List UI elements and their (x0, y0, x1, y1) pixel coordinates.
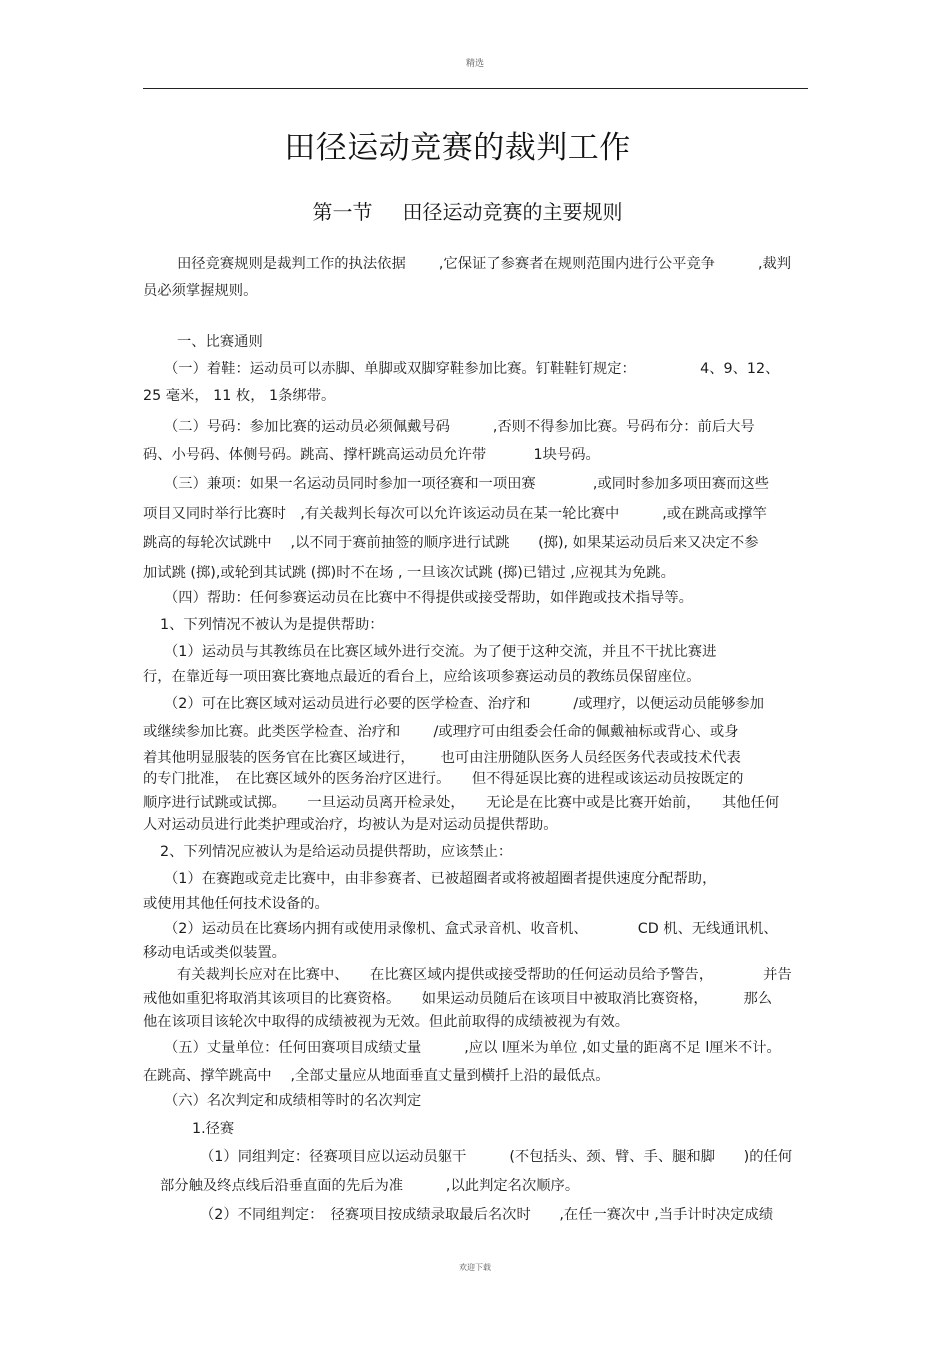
paragraph-line: 员必须掌握规则。 (143, 283, 258, 299)
paragraph-line: 部分触及终点线后沿垂直面的先后为准 ,以此判定名次顺序。 (160, 1178, 580, 1194)
paragraph-line: （三）兼项：如果一名运动员同时参加一项径赛和一项田赛 ,或同时参加多项田赛而这些 (164, 476, 770, 492)
paragraph-line: 码、小号码、体侧号码。跳高、撑杆跳高运动员允许带 1块号码。 (143, 447, 600, 463)
header-divider (143, 88, 808, 89)
paragraph-line: 或使用其他任何技术设备的。 (143, 896, 329, 912)
document-title: 田径运动竞赛的裁判工作 (284, 130, 631, 166)
paragraph-line: 在跳高、撑竿跳高中 ,全部丈量应从地面垂直丈量到横扦上沿的最低点。 (143, 1068, 610, 1084)
paragraph-line: 一、比赛通则 (177, 334, 263, 350)
paragraph-line: 人对运动员进行此类护理或治疗，均被认为是对运动员提供帮助。 (143, 817, 558, 833)
paragraph-line: 顺序进行试跳或试掷。 一旦运动员离开检录处， 无论是在比赛中或是比赛开始前， 其他任何 (143, 795, 780, 811)
paragraph-line: （四）帮助：任何参赛运动员在比赛中不得提供或接受帮助，如伴跑或技术指导等。 (164, 590, 693, 606)
paragraph-line: 2、下列情况应被认为是给运动员提供帮助，应该禁止： (160, 844, 513, 860)
paragraph-line: 田径竞赛规则是裁判工作的执法依据 ,它保证了参赛者在规则范围内进行公平竞争 ,裁判 (177, 256, 792, 272)
paragraph-line: 的专门批准， 在比赛区域外的医务治疗区进行。 但不得延误比赛的进程或该运动员按既定的 (143, 771, 744, 787)
section-heading (0, 196, 935, 225)
paragraph-line: （一）着鞋：运动员可以赤脚、单脚或双脚穿鞋参加比赛。钉鞋鞋钉规定： 4、9、12、 (164, 361, 780, 377)
page-header-mark: 精选 (465, 59, 484, 69)
paragraph-line: （2）可在比赛区域对运动员进行必要的医学检查、治疗和 /或理疗，以便运动员能够参加 (164, 696, 765, 712)
paragraph-line: （六）名次判定和成绩相等时的名次判定 (164, 1093, 422, 1109)
paragraph-line: （1）在赛跑或竞走比赛中，由非参赛者、已被超圈者或将被超圈者提供速度分配帮助， (164, 871, 717, 887)
paragraph-line: 有关裁判长应对在比赛中、 在比赛区域内提供或接受帮助的任何运动员给予警告， 并告 (177, 967, 792, 983)
paragraph-line: 戒他如重犯将取消其该项目的比赛资格。 如果运动员随后在该项目中被取消比赛资格， 那么 (143, 991, 773, 1007)
paragraph-line: 跳高的每轮次试跳中 ,以不同于赛前抽签的顺序进行试跳 (掷), 如果某运动员后来又决定不参 (143, 535, 759, 551)
paragraph-line: 移动电话或类似装置。 (143, 945, 286, 961)
paragraph-line: （五）丈量单位：任何田赛项目成绩丈量 ,应以 l厘米为单位 ,如丈量的距离不足 l厘米不计。 (164, 1040, 781, 1056)
paragraph-line: 行，在靠近每一项田赛比赛地点最近的看台上，应给该项参赛运动员的教练员保留座位。 (143, 669, 701, 685)
section-number: 第一节 (312, 200, 373, 224)
paragraph-line: 加试跳 (掷),或轮到其试跳 (掷)时不在场 , 一旦该次试跳 (掷)已错过 ,应视其为免跳。 (143, 565, 675, 581)
paragraph-line: 项目又同时举行比赛时 ,有关裁判长每次可以允许该运动员在某一轮比赛中 ,或在跳高或撑竿 (143, 506, 767, 522)
paragraph-line: 着其他明显服装的医务官在比赛区域进行， 也可由注册随队医务人员经医务代表或技术代表 (143, 750, 741, 766)
paragraph-line: （1）同组判定：径赛项目应以运动员躯干 (不包括头、颈、臂、手、腿和脚 )的任何 (200, 1149, 793, 1165)
paragraph-line: （2）运动员在比赛场内拥有或使用录像机、盒式录音机、收音机、 CD 机、无线通讯机、 (164, 921, 778, 937)
paragraph-line: 1.径赛 (192, 1121, 235, 1137)
paragraph-line: （1）运动员与其教练员在比赛区域外进行交流。为了便于这种交流，并且不干扰比赛进 (164, 644, 717, 660)
section-title: 田径运动竞赛的主要规则 (402, 200, 623, 224)
paragraph-line: 他在该项目该轮次中取得的成绩被视为无效。但此前取得的成绩被视为有效。 (143, 1014, 630, 1030)
paragraph-line: 25 毫米， 11 枚， 1条绑带。 (143, 388, 336, 404)
paragraph-line: （2）不同组判定： 径赛项目按成绩录取最后名次时 ,在任一赛次中 ,当手计时决定成绩 (200, 1207, 774, 1223)
page-footer-mark: 欢迎下载 (459, 1263, 491, 1272)
paragraph-line: 1、下列情况不被认为是提供帮助： (160, 617, 384, 633)
paragraph-line: 或继续参加比赛。此类医学检查、治疗和 /或理疗可由组委会任命的佩戴袖标或背心、或身 (143, 724, 739, 740)
paragraph-line: （二）号码：参加比赛的运动员必须佩戴号码 ,否则不得参加比赛。号码布分：前后大号 (164, 419, 755, 435)
